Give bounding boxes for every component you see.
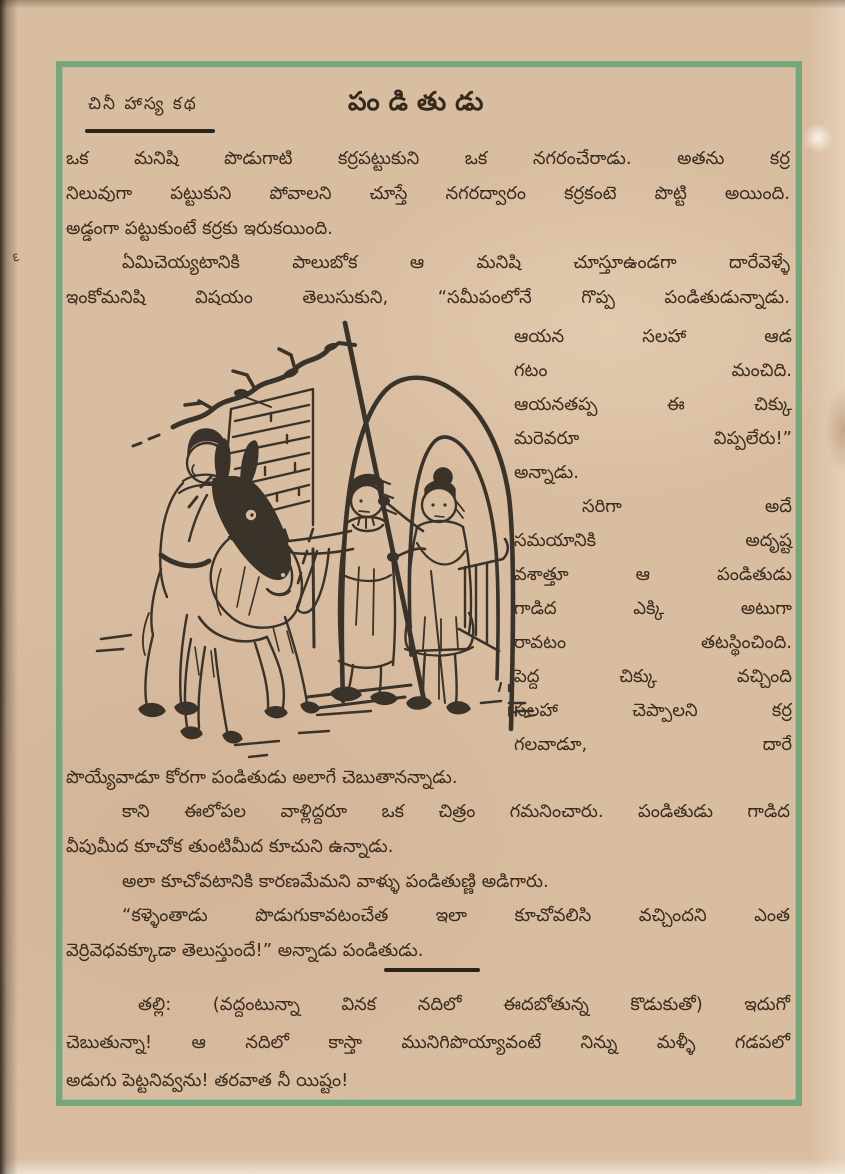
text-line: సరిగా అదే (582, 496, 792, 517)
youth-with-pole (378, 468, 473, 714)
text-line: నిలువుగా పట్టుకుని పోవాలని చూస్తే నగరద్వారం కర్రకంటె పొట్టి అయింది. (66, 183, 790, 204)
section-divider (384, 968, 480, 972)
text-line: తల్లి: (వద్దంటున్నా వినక నదిలో ఈదబోతున్న కొడుకుతో) ఇదుగో (138, 994, 790, 1015)
text-line: పొయ్యేవాడూ కోరగా పండితుడు అలాగే చెబుతానన్నాడు. (66, 767, 458, 788)
text-line: వెర్రివెధవక్కూడా తెలుస్తుందే!” అన్నాడు పండితుడు. (66, 940, 424, 961)
text-line: మరెవరూ విప్పలేరు!” (514, 428, 792, 449)
text-line: సలహా చెప్పాలని కర్ర (514, 700, 792, 721)
text-line: రావటం తటస్థించింది. (514, 632, 792, 653)
story-illustration (95, 317, 547, 759)
text-line: “కళ్ళెంతాడు పొడుగుకావటంచేత ఇలా కూచోవలిసి వచ్చిందని ఎంత (122, 905, 790, 926)
text-line: చెబుతున్నా! ఆ నదిలో కాస్తా మునిగిపొయ్యావంటే నిన్ను మళ్ళీ గడపలో (66, 1032, 790, 1053)
paragraph-2 (66, 245, 790, 315)
paragraph-1 (66, 141, 790, 246)
text-line: అడుగు పెట్టనివ్వను! తరవాత నీ యిష్టం! (66, 1070, 349, 1091)
gate-bench (459, 539, 508, 651)
wrap-text-column (514, 320, 792, 762)
page-border-frame (56, 61, 802, 1106)
text-line: గలవాడూ, దారే (514, 734, 792, 755)
text-line: అడ్డంగా పట్టుకుంటే కర్రకు ఇరుకయింది. (66, 218, 333, 239)
text-line: వశాత్తూ ఆ పండితుడు (514, 564, 792, 585)
text-line: గటం మంచిది. (514, 360, 792, 381)
text-line: అన్నాడు. (514, 462, 579, 483)
kicker-label: చినీ హాస్య కథ (88, 94, 198, 114)
city-gate-arch (307, 378, 513, 729)
kicker-underline (85, 129, 215, 133)
paragraph-6 (66, 898, 790, 968)
text-line: సమయానికి అదృష్ట (514, 530, 792, 551)
text-line: గాడిద ఎక్కి అటుగా (514, 598, 792, 619)
paragraph-5 (66, 864, 790, 899)
footer-joke-paragraph (66, 986, 790, 1100)
text-line: ఆయన సలహా ఆడ (514, 326, 792, 347)
paragraph-4 (66, 794, 790, 864)
text-line: ఏమిచెయ్యటానికి పాలుబోక ఆ మనిషి చూస్తూఉండగా దారేవెళ్ళే (122, 252, 790, 273)
text-line: కాని ఈలోపల వాళ్లిద్దరూ ఒక చిత్రం గమనించారు. పండితుడు గాడిద (122, 801, 790, 822)
text-line: వీపుమీద కూచోక తుంటిమీద కూచుని ఉన్నాడు. (66, 836, 394, 857)
page-title: పండితుడు (348, 87, 493, 117)
stray-pen-mark: ε (10, 249, 22, 266)
text-line: ఆయనతప్ప ఈ చిక్కు (514, 394, 792, 415)
text-line: ఇంకోమనిషి విషయం తెలుసుకుని, “సమీపంలోనే గొప్ప పండితుడున్నాడు. (66, 287, 790, 308)
text-line: పెద్ద చిక్కు వచ్చింది (514, 666, 792, 687)
text-line: అలా కూచోవటానికి కారణమేమని వాళ్ళు పండితుణ్ణి అడిగారు. (122, 871, 549, 892)
paragraph-3 (66, 760, 790, 795)
tree-branch (133, 341, 355, 446)
text-line: ఒక మనిషి పొడుగాటి కర్రపట్టుకుని ఒక నగరంచేరాడు. అతను కర్ర (66, 148, 790, 169)
